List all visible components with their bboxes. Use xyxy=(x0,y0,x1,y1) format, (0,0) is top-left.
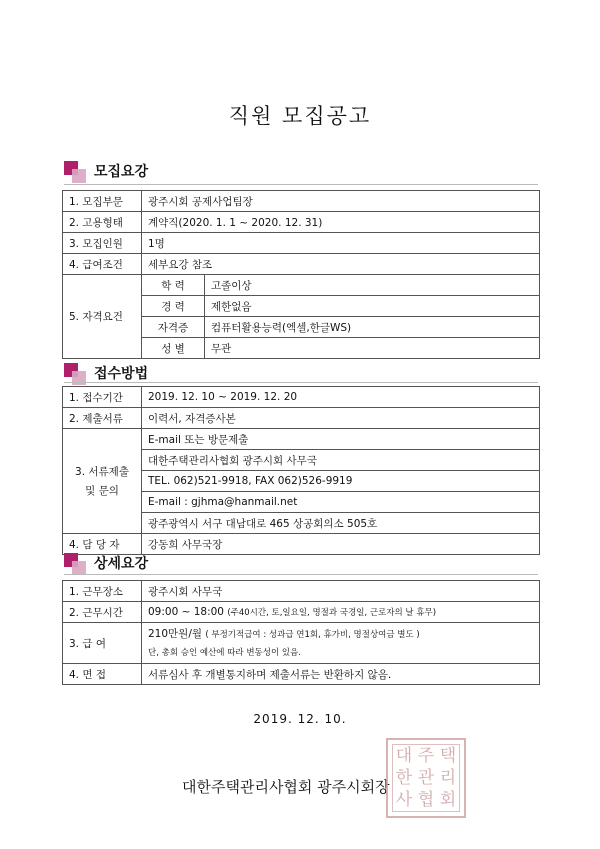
apply-table xyxy=(62,386,540,555)
row-value: 이력서, 자격증사본 xyxy=(142,408,540,429)
table-row xyxy=(63,408,540,429)
table-row xyxy=(63,602,540,623)
table-row xyxy=(63,429,540,450)
qualification-value: 컴퓨터활용능력(엑셀,한글WS) xyxy=(205,317,540,338)
row-value xyxy=(142,623,540,664)
seal-glyph: 주 xyxy=(417,746,435,766)
contact-line: E-mail 또는 방문제출 xyxy=(142,429,540,450)
qualification-value: 제한없음 xyxy=(205,296,540,317)
contact-head-line2: 및 문의 xyxy=(85,485,119,497)
qualification-value: 무관 xyxy=(205,338,540,359)
row-head: 2. 제출서류 xyxy=(63,408,142,429)
table-row xyxy=(63,581,540,602)
row-head xyxy=(63,429,142,534)
row-head: 2. 고용형태 xyxy=(63,212,142,233)
row-head: 1. 모집부문 xyxy=(63,191,142,212)
section-divider xyxy=(64,184,538,185)
table-row xyxy=(63,387,540,408)
seal-glyph: 리 xyxy=(439,768,457,788)
document-date: 2019. 12. 10. xyxy=(253,712,347,726)
row-head: 5. 자격요건 xyxy=(63,275,142,359)
seal-glyph: 대 xyxy=(395,746,413,766)
organization-name: 대한주택관리사협회 광주시회장 xyxy=(182,778,390,796)
salary-amount: 210만원/월 xyxy=(148,627,203,640)
qualification-label: 학 력 xyxy=(142,275,205,296)
seal-glyph: 회 xyxy=(439,790,457,810)
seal-glyph: 관 xyxy=(417,768,435,788)
details-table xyxy=(62,580,540,685)
row-value xyxy=(142,602,540,623)
row-value: 세부요강 참조 xyxy=(142,254,540,275)
row-head: 1. 근무장소 xyxy=(63,581,142,602)
row-head: 4. 급여조건 xyxy=(63,254,142,275)
row-head: 4. 면 접 xyxy=(63,664,142,685)
table-row xyxy=(63,191,540,212)
contact-address: 광주광역시 서구 대남대로 465 상공회의소 505호 xyxy=(142,513,540,534)
section-title-apply: 접수방법 xyxy=(94,366,149,382)
contact-line: 대한주택관리사협회 광주시회 사무국 xyxy=(142,450,540,471)
row-head: 1. 접수기간 xyxy=(63,387,142,408)
table-row xyxy=(63,254,540,275)
seal-glyph: 한 xyxy=(395,768,413,788)
work-hours-note: (주40시간, 토,일요일, 명절과 국경일, 근로자의 날 휴무) xyxy=(227,608,437,618)
row-value: 강동희 사무국장 xyxy=(142,534,540,555)
section-header-apply xyxy=(64,362,148,384)
section-header-details xyxy=(64,552,148,574)
row-value: 2019. 12. 10 ~ 2019. 12. 20 xyxy=(142,387,540,408)
table-row xyxy=(63,664,540,685)
seal-glyph: 협 xyxy=(417,790,435,810)
qualification-label: 성 별 xyxy=(142,338,205,359)
salary-condition: 단, 총회 승인 예산에 따라 변동성이 있음. xyxy=(148,647,301,658)
section-title-recruit: 모집요강 xyxy=(94,164,149,180)
contact-head-line1: 3. 서류제출 xyxy=(75,466,129,478)
official-seal-icon xyxy=(386,738,466,818)
row-value: 광주시회 사무국 xyxy=(142,581,540,602)
qualification-label: 자격증 xyxy=(142,317,205,338)
row-head: 3. 급 여 xyxy=(63,623,142,664)
row-head: 2. 근무시간 xyxy=(63,602,142,623)
square-bullet-icon xyxy=(64,363,86,383)
qualification-value: 고졸이상 xyxy=(205,275,540,296)
square-bullet-icon xyxy=(64,553,86,573)
work-hours: 09:00 ~ 18:00 xyxy=(148,606,224,618)
row-head: 4. 담 당 자 xyxy=(63,534,142,555)
row-value: 1명 xyxy=(142,233,540,254)
contact-email: E-mail : gjhma@hanmail.net xyxy=(142,492,540,513)
row-value: 광주시회 공제사업팀장 xyxy=(142,191,540,212)
salary-note: ( 부정기적급여 : 성과급 연1회, 휴가비, 명절상여금 별도 ) xyxy=(205,629,420,640)
table-row xyxy=(63,623,540,664)
contact-line: TEL. 062)521-9918, FAX 062)526-9919 xyxy=(142,471,540,492)
table-row xyxy=(63,275,540,296)
table-row xyxy=(63,233,540,254)
section-title-details: 상세요강 xyxy=(94,556,149,572)
row-value: 계약직(2020. 1. 1 ~ 2020. 12. 31) xyxy=(142,212,540,233)
row-value: 서류심사 후 개별통지하며 제출서류는 반환하지 않음. xyxy=(142,664,540,685)
seal-glyph: 택 xyxy=(439,746,457,766)
row-head: 3. 모집인원 xyxy=(63,233,142,254)
section-divider xyxy=(64,382,538,383)
recruit-table xyxy=(62,190,540,359)
qualification-label: 경 력 xyxy=(142,296,205,317)
section-divider xyxy=(64,574,538,575)
page-title: 직원 모집공고 xyxy=(228,104,372,128)
square-bullet-icon xyxy=(64,161,86,181)
seal-glyph: 사 xyxy=(395,790,413,810)
table-row xyxy=(63,212,540,233)
section-header-recruit xyxy=(64,160,148,182)
